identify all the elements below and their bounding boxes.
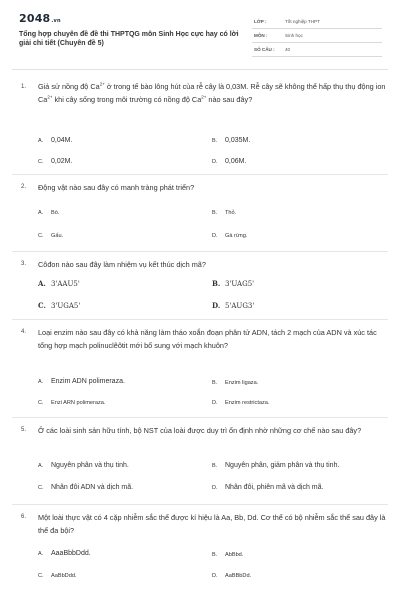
answer-option-c[interactable]	[38, 484, 133, 491]
question-number: 2.	[21, 184, 27, 190]
answer-option-a[interactable]	[38, 550, 91, 557]
option-letter: C.	[38, 573, 44, 579]
option-text: Nguyên phân, giảm phân và thụ tinh.	[225, 462, 340, 469]
question-divider	[12, 504, 388, 505]
text-part: ở trong tế bào lông hút của rễ cây là 0,03M. Rễ cây sẽ không thể hấp thụ thụ động ion Ca	[38, 82, 386, 104]
answer-option-c[interactable]	[38, 301, 80, 310]
question-text: Loại enzim nào sau đây có khả năng làm tháo xoắn đoạn phân tử ADN, tách 2 mạch của ADN và xúc tác tổng hợp mạch polinuclêôtit mới bổ sung với mạch khuôn?	[38, 328, 377, 350]
option-text: 0,04M.	[51, 137, 73, 144]
question-number: 5.	[21, 427, 27, 433]
answer-option-b[interactable]	[212, 379, 258, 386]
option-letter: C.	[38, 485, 44, 491]
question-number: 6.	[21, 514, 27, 520]
option-text: Nhân đôi ADN và dịch mã.	[51, 484, 134, 491]
option-letter: A.	[38, 279, 46, 288]
answer-option-d[interactable]	[212, 301, 254, 310]
option-letter: D.	[212, 400, 218, 406]
option-letter: B.	[212, 279, 221, 288]
question-number: 4.	[21, 329, 27, 335]
answer-option-a[interactable]	[38, 279, 80, 288]
answer-option-a[interactable]	[38, 462, 129, 469]
text-part: khi cây sống trong môi trường có nồng độ Ca	[52, 95, 202, 104]
question-text	[38, 80, 388, 106]
superscript: 2+	[47, 94, 53, 100]
option-letter: B.	[212, 463, 218, 469]
option-text: Enzim ADN polimeraza.	[51, 378, 125, 385]
option-letter: C.	[38, 159, 44, 165]
question-divider	[12, 174, 388, 175]
answer-option-a[interactable]	[38, 378, 125, 385]
option-text: Gấu.	[51, 233, 64, 239]
option-letter: A.	[38, 551, 44, 557]
page-header	[0, 0, 400, 66]
question-divider	[12, 417, 388, 418]
question-divider	[12, 319, 388, 320]
question-text: Động vật nào sau đây có manh tràng phát triển?	[38, 183, 195, 192]
option-letter: B.	[212, 552, 218, 558]
meta-key: MÔN :	[254, 33, 268, 38]
option-text: 5'AUG3'	[225, 302, 255, 310]
answer-option-c[interactable]	[38, 158, 72, 165]
question-text: Côđon nào sau đây làm nhiệm vụ kết thúc dịch mã?	[38, 260, 206, 269]
option-text: Nhân đôi, phiên mã và dịch mã.	[225, 484, 324, 491]
header-divider	[12, 69, 388, 70]
meta-key: SỐ CÂU :	[254, 47, 275, 52]
option-text: 3'AAU5'	[51, 280, 80, 288]
option-letter: A.	[38, 210, 44, 216]
option-letter: B.	[212, 210, 218, 216]
answer-option-b[interactable]	[212, 137, 250, 144]
question-number: 3.	[21, 261, 27, 267]
option-text: Enzi ARN polimeraza.	[51, 400, 106, 406]
answer-option-a[interactable]	[38, 137, 72, 144]
answer-option-b[interactable]	[212, 462, 339, 469]
option-text: Gà rừng.	[225, 233, 248, 239]
answer-option-b[interactable]	[212, 279, 254, 288]
option-text: 0,02M.	[51, 158, 73, 165]
answer-option-d[interactable]	[212, 232, 247, 239]
document-title: Tổng hợp chuyên đề đề thi THPTQG môn Sinh Học cực hay có lời giải chi tiết (Chuyên đề 5)	[19, 31, 239, 47]
logo-suffix: .vn	[51, 18, 61, 24]
question-divider	[12, 251, 388, 252]
option-text: Nguyên phân và thụ tinh.	[51, 462, 129, 469]
superscript: 2+	[201, 94, 207, 100]
option-letter: D.	[212, 159, 218, 165]
document-meta	[252, 15, 382, 57]
option-text: 3'UAG5'	[225, 280, 255, 288]
option-text: Bò.	[51, 210, 60, 216]
option-letter: D.	[212, 233, 218, 239]
option-text: AaBBbDd.	[225, 573, 252, 579]
option-text: AbBbd.	[225, 552, 244, 558]
option-text: 0,06M.	[225, 158, 247, 165]
answer-option-c[interactable]	[38, 232, 63, 239]
meta-key: LỚP :	[254, 19, 267, 24]
option-letter: A.	[38, 463, 44, 469]
option-text: Enzim ligaza.	[225, 380, 259, 386]
meta-value: Sinh học	[285, 33, 303, 38]
option-text: 3'UGA5'	[51, 302, 81, 310]
answer-option-c[interactable]	[38, 399, 105, 406]
option-letter: C.	[38, 301, 46, 310]
option-letter: D.	[212, 301, 221, 310]
option-letter: D.	[212, 573, 218, 579]
logo-text: 2048	[19, 12, 51, 25]
option-text: Thỏ.	[225, 210, 237, 216]
answer-option-d[interactable]	[212, 158, 246, 165]
site-logo[interactable]	[19, 12, 61, 25]
text-part: Giả sử nồng độ Ca	[38, 82, 100, 91]
option-letter: B.	[212, 380, 218, 386]
meta-row-subject	[252, 29, 382, 43]
question-text: Một loài thực vật có 4 cặp nhiễm sắc thể được kí hiệu là Aa, Bb, Dd. Cơ thể có bộ nhiễm sắc thể sau đây là thể đa bội?	[38, 513, 386, 535]
meta-value: Tốt nghiệp THPT	[285, 19, 320, 24]
text-part: nào sau đây?	[206, 95, 253, 104]
option-text: 0,035M.	[225, 137, 251, 144]
answer-option-d[interactable]	[212, 484, 323, 491]
meta-row-class	[252, 15, 382, 29]
option-letter: A.	[38, 379, 44, 385]
superscript: 2+	[99, 81, 105, 87]
option-text: AaBbDdd.	[51, 573, 77, 579]
option-text: AaaBbbDdd.	[51, 550, 91, 557]
option-letter: A.	[38, 138, 44, 144]
question-text: Ở các loài sinh sản hữu tính, bộ NST của loài được duy trì ổn định nhờ những cơ chế nào sau đây?	[38, 426, 362, 435]
meta-row-count	[252, 43, 382, 57]
answer-option-b[interactable]	[212, 209, 236, 216]
answer-option-c[interactable]	[38, 572, 77, 579]
option-letter: B.	[212, 138, 218, 144]
answer-option-d[interactable]	[212, 399, 269, 406]
option-letter: C.	[38, 233, 44, 239]
option-letter: D.	[212, 485, 218, 491]
answer-option-b[interactable]	[212, 551, 243, 558]
question-number: 1.	[21, 84, 27, 90]
option-letter: C.	[38, 400, 44, 406]
meta-value: 40	[285, 47, 291, 52]
answer-option-a[interactable]	[38, 209, 59, 216]
option-text: Enzim restrictaza.	[225, 400, 270, 406]
answer-option-d[interactable]	[212, 572, 251, 579]
